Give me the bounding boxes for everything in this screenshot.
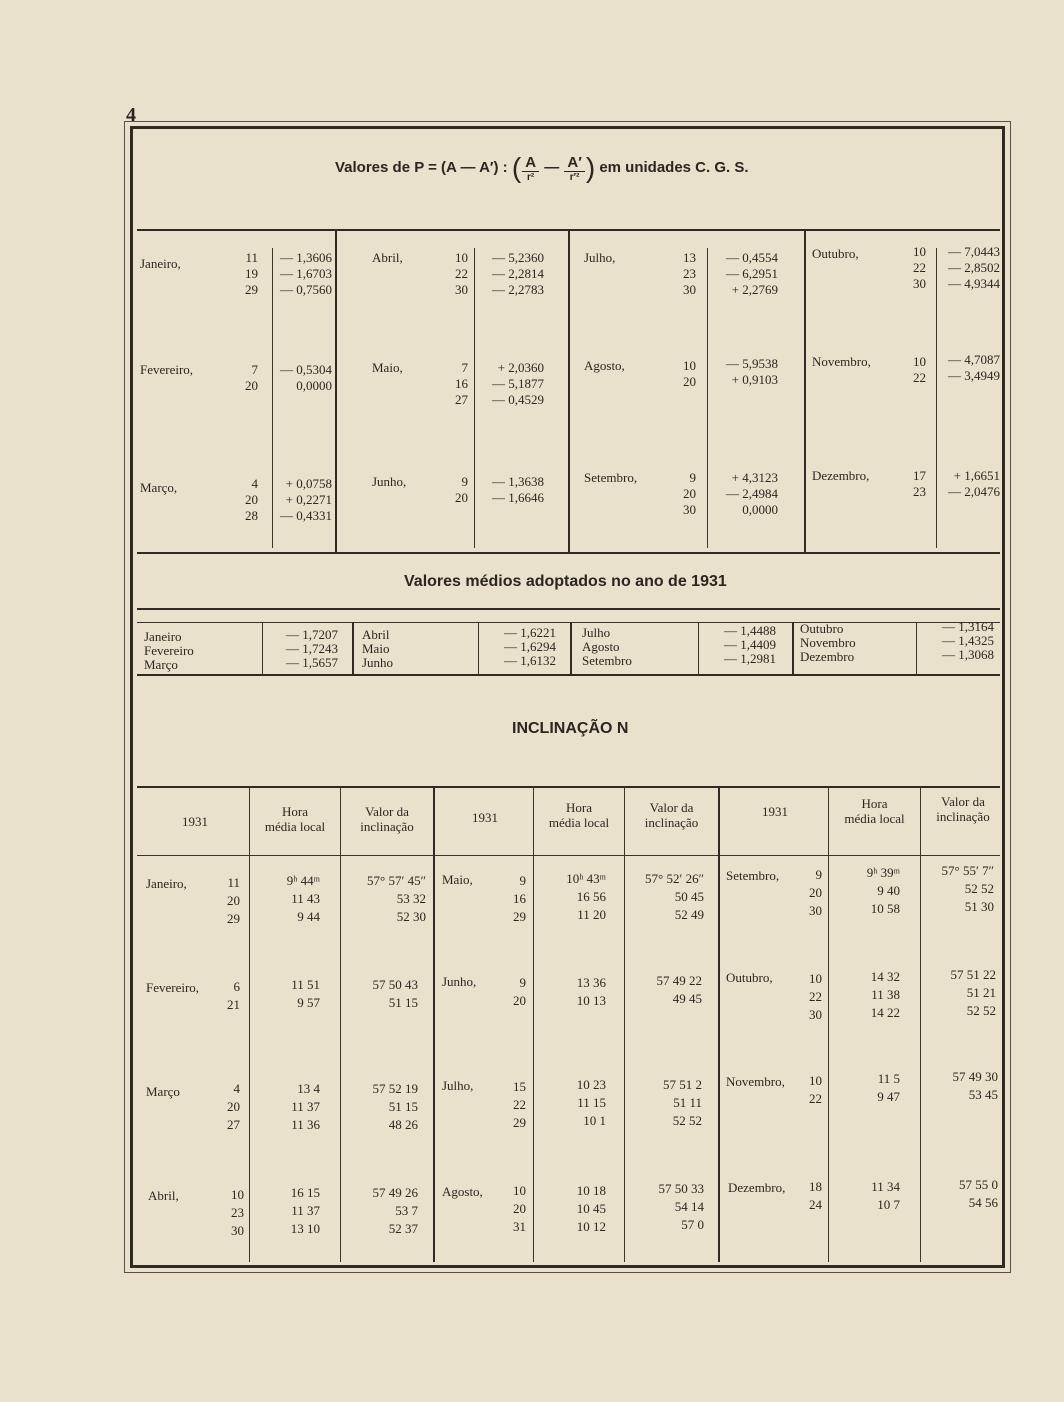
- formula-title: Valores de P = (A — A′) : ( $\frac{A}{\text{r²}}$ — $\frac{A'}{\text{r′²}}$ ) em unidades C. G. S.: [335, 152, 749, 183]
- incl-month-outubro: Outubro,: [726, 970, 773, 985]
- p-month-agosto: Agosto,: [584, 358, 625, 373]
- formula-fraction-2: $\frac{A'}{\text{r′²}}$: [564, 154, 584, 183]
- p-month-setembro: Setembro,: [584, 470, 638, 485]
- p-month-dezembro: Dezembro,: [812, 468, 870, 483]
- inclinacao-title: INCLINAÇÃO N: [512, 720, 629, 737]
- header-year: 1931: [182, 814, 208, 829]
- incl-month-agosto: Agosto,: [442, 1184, 483, 1199]
- formula-fraction-1: $\frac{A}{\text{r²}}$: [522, 154, 539, 183]
- incl-month-fevereiro: Fevereiro,: [146, 980, 200, 995]
- incl-month-setembro: Setembro,: [726, 868, 780, 883]
- page-number: 4: [126, 104, 136, 126]
- incl-month-abril: Abril,: [148, 1188, 179, 1203]
- p-month-marco: Março,: [140, 480, 178, 495]
- formula-prefix: Valores de P = (A — A′) :: [335, 158, 508, 176]
- medios-month: Janeiro: [144, 629, 182, 644]
- incl-month-dezembro: Dezembro,: [728, 1180, 786, 1195]
- p-day: 11: [245, 250, 258, 265]
- p-month-abril: Abril,: [372, 250, 403, 265]
- formula-suffix: em unidades C. G. S.: [599, 158, 749, 176]
- incl-month-junho: Junho,: [442, 974, 477, 989]
- p-month-novembro: Novembro,: [812, 354, 871, 369]
- p-month-outubro: Outubro,: [812, 246, 859, 261]
- header-valor: Valor da: [365, 804, 409, 819]
- medios-value: — 1,7207: [286, 627, 338, 642]
- medios-title: Valores médios adoptados no ano de 1931: [404, 573, 727, 590]
- p-value: — 1,3606: [280, 250, 332, 265]
- p-month-junho: Junho,: [372, 474, 407, 489]
- p-month-julho: Julho,: [584, 250, 616, 265]
- p-month-janeiro: Janeiro,: [140, 256, 181, 271]
- incl-month-novembro: Novembro,: [726, 1074, 785, 1089]
- p-month-maio: Maio,: [372, 360, 403, 375]
- incl-month-janeiro: Janeiro,: [146, 876, 187, 891]
- incl-month-marco: Março: [146, 1084, 180, 1099]
- header-hora: Hora: [282, 804, 308, 819]
- incl-month-maio: Maio,: [442, 872, 473, 887]
- incl-month-julho: Julho,: [442, 1078, 474, 1093]
- p-month-fevereiro: Fevereiro,: [140, 362, 194, 377]
